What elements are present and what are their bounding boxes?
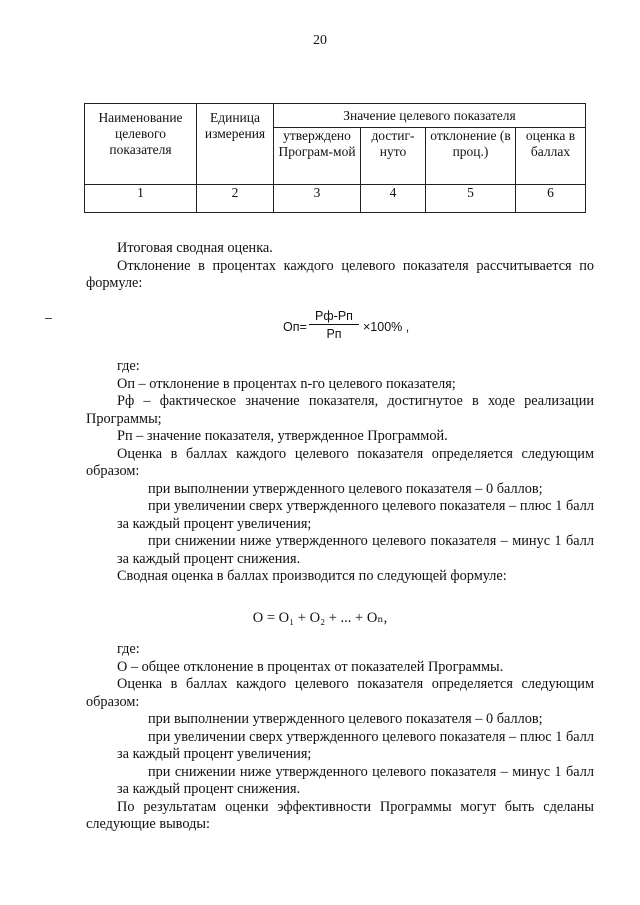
margin-mark — [45, 318, 52, 319]
col-number: 6 — [516, 185, 586, 213]
paragraph: где: — [117, 358, 140, 374]
formula-rhs: ×100% , — [363, 320, 410, 334]
paragraph: Оценка в баллах каждого целевого показателя определяется следующим образом: — [86, 676, 594, 710]
paragraph: Отклонение в процентах каждого целевого показателя рассчитывается по формуле: — [86, 257, 594, 291]
paragraph: Сводная оценка в баллах производится по следующей формуле: — [117, 568, 507, 584]
paragraph: при увеличении сверх утвержденного целевого показателя – плюс 1 балл за каждый процент увеличения; — [117, 498, 594, 532]
paragraph: при увеличении сверх утвержденного целевого показателя – плюс 1 балл за каждый процент увеличения; — [117, 728, 594, 762]
formula-lhs: Оп= — [283, 320, 307, 334]
header-indicator-name: Наименование целевого показателя — [85, 104, 197, 185]
col-number: 3 — [274, 185, 361, 213]
col-number: 1 — [85, 185, 197, 213]
table-header-row — [85, 104, 586, 128]
header-score: оценка в баллах — [516, 128, 586, 185]
paragraph: при выполнении утвержденного целевого показателя – 0 баллов; — [148, 480, 543, 497]
formula-fraction — [309, 309, 359, 341]
paragraph: По результатам оценки эффективности Программы могут быть сделаны следующие выводы: — [86, 798, 594, 832]
col-number: 2 — [197, 185, 274, 213]
definitions-block — [86, 358, 594, 586]
page-number: 20 — [313, 33, 327, 48]
header-achieved: достиг-нуто — [361, 128, 426, 185]
summary-formula: О = О₁ + О₂ + ... + Оₙ, — [252, 610, 388, 626]
paragraph: Оценка в баллах каждого целевого показателя определяется следующим образом: — [86, 445, 594, 479]
paragraph: где: — [117, 641, 140, 657]
header-approved: утверждено Програм-мой — [274, 128, 361, 185]
col-number: 4 — [361, 185, 426, 213]
col-number: 5 — [426, 185, 516, 213]
indicators-table — [84, 103, 586, 213]
table-number-row — [85, 185, 586, 213]
paragraph: Оп – отклонение в процентах n-го целевого показателя; — [117, 375, 456, 392]
header-deviation: отклонение (в проц.) — [426, 128, 516, 185]
paragraph: при снижении ниже утвержденного целевого показателя – минус 1 балл за каждый процент снижения. — [117, 763, 594, 797]
formula-denominator: Рп — [326, 327, 342, 341]
paragraph: при снижении ниже утвержденного целевого показателя – минус 1 балл за каждый процент снижения. — [117, 533, 594, 567]
paragraph: Итоговая сводная оценка. — [117, 240, 273, 256]
header-target-value: Значение целевого показателя — [274, 104, 586, 128]
paragraph: Рп – значение показателя, утвержденное Программой. — [117, 428, 448, 444]
paragraph: Рф – фактическое значение показателя, достигнутое в ходе реализации Программы; — [86, 393, 594, 427]
paragraph: при выполнении утвержденного целевого показателя – 0 баллов; — [148, 711, 543, 727]
intro-block — [86, 240, 594, 293]
header-unit: Единица измерения — [197, 104, 274, 185]
conclusion-block — [86, 641, 594, 834]
formula-numerator: Рф-Рп — [309, 309, 359, 325]
paragraph: О – общее отклонение в процентах от показателей Программы. — [117, 658, 504, 675]
